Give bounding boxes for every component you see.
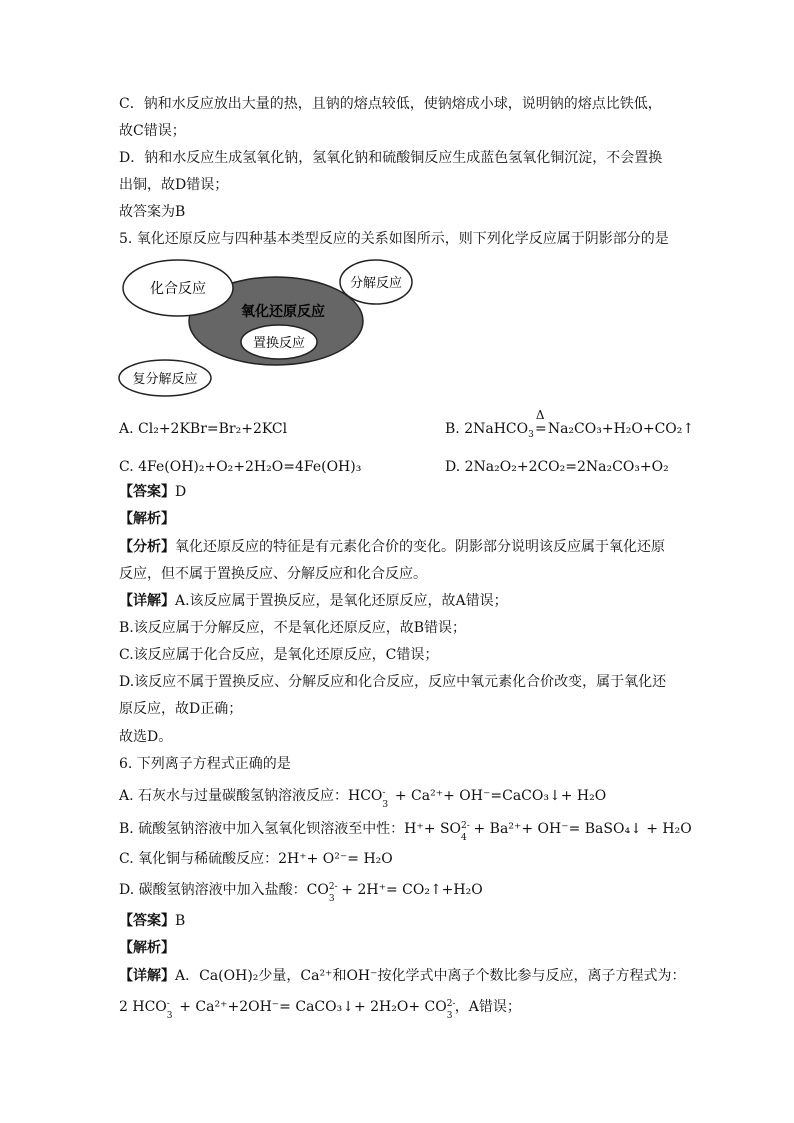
q6-a-rest: + Ca²⁺+ OH⁻=CaCO₃↓+ H₂O (390, 788, 607, 804)
detail-text-a: 2 HCO (119, 999, 167, 1015)
q6-d-text: D. 碳酸氢钠溶液中加入盐酸：CO (119, 882, 329, 898)
q6-option-a (119, 786, 607, 810)
ion-charge-stack: 2- 3 (328, 882, 338, 904)
reaction-relationship-diagram (118, 258, 418, 398)
detail-text-c: ，A错误； (454, 999, 521, 1015)
text-line: D．钠和水反应生成氢氧化钠，氢氧化钠和硫酸铜反应生成蓝色氢氧化铜沉淀，不会置换 (119, 150, 663, 166)
q6-d-rest: + 2H⁺= CO₂↑+H₂O (336, 882, 483, 898)
q6-option-b (119, 819, 692, 843)
question-6-stem: 6. 下列离子方程式正确的是 (119, 756, 291, 772)
q6-a-text: A. 石灰水与过量碳酸氢钠溶液反应：HCO (119, 788, 383, 804)
text-line: 故答案为B (119, 204, 186, 220)
detail-line: D.该反应不属于置换反应、分解反应和化合反应，反应中氧元素化合价改变，属于氧化还 (119, 674, 667, 690)
option-b-prefix: B. 2NaHCO (445, 421, 529, 437)
label-decomposition: 分解反应 (349, 276, 403, 291)
question-5-stem: 5. 氧化还原反应与四种基本类型反应的关系如图所示，则下列化学反应属于阴影部分的是 (119, 231, 669, 247)
detail-line (119, 966, 686, 986)
ion-charge-stack: - 3 (382, 788, 389, 810)
analysis-tag: 【解析】 (119, 940, 175, 956)
analysis-tag: 【解析】 (119, 511, 175, 527)
detail-line (119, 997, 521, 1021)
option-a: A. Cl₂+2KBr=Br₂+2KCl (119, 421, 288, 437)
answer-line (119, 482, 186, 502)
answer-tag: 【答案】 (119, 484, 175, 500)
ion-charge-stack: 2- 3 (446, 999, 456, 1021)
detail-line: 故选D。 (119, 729, 173, 745)
reaction-condition: Δ = (534, 419, 548, 439)
label-double-decomposition: 复分解反应 (132, 372, 198, 387)
analysis-line (119, 537, 665, 557)
text-line: 出铜，故D错误； (119, 177, 229, 193)
q6-option-c: C. 氧化铜与稀硫酸反应：2H⁺+ O²⁻= H₂O (119, 851, 393, 867)
option-d: D. 2Na₂O₂+2CO₂=2Na₂CO₃+O₂ (445, 459, 669, 475)
label-combination: 化合反应 (150, 281, 206, 297)
fenxi-text: 氧化还原反应的特征是有元素化合价的变化。阴影部分说明该反应属于氧化还原 (175, 539, 665, 555)
label-redox: 氧化还原反应 (241, 304, 325, 320)
option-b (445, 408, 695, 440)
q6-option-d (119, 880, 483, 904)
q6-b-rest: + Ba²⁺+ OH⁻= BaSO₄↓ + H₂O (469, 821, 692, 837)
ion-charge-stack: 2- 4 (461, 821, 470, 843)
detail-text: A.该反应属于置换反应，是氧化还原反应，故A错误； (175, 593, 508, 609)
subscript: 3 (528, 429, 534, 440)
answer-tag: 【答案】 (119, 913, 175, 929)
answer-line (119, 911, 185, 931)
fenxi-tag: 【分析】 (119, 539, 175, 555)
xiangjie-tag: 【详解】 (119, 593, 175, 609)
detail-line: C.该反应属于化合反应，是氧化还原反应，C错误； (119, 647, 439, 663)
label-replacement: 置换反应 (252, 336, 306, 351)
q6-b-text: B. 硫酸氢钠溶液中加入氢氧化钡溶液至中性：H⁺+ SO (119, 821, 462, 837)
option-b-rest: Na₂CO₃+H₂O+CO₂↑ (547, 421, 695, 437)
analysis-line: 反应，但不属于置换反应、分解反应和化合反应。 (119, 566, 427, 582)
text-line: 故C错误； (119, 123, 186, 139)
answer-value: B (175, 913, 186, 929)
ion-charge-stack: - 3 (166, 999, 173, 1021)
text-line: C．钠和水反应放出大量的热，且钠的熔点较低，使钠熔成小球，说明钠的熔点比铁低， (119, 96, 662, 112)
detail-line: B.该反应属于分解反应，不是氧化还原反应，故B错误； (119, 620, 467, 636)
answer-value: D (175, 484, 187, 500)
detail-line: 原反应，故D正确； (119, 701, 243, 717)
detail-text-b: + Ca²⁺+2OH⁻= CaCO₃↓+ 2H₂O+ CO (174, 999, 447, 1015)
xiangjie-tag: 【详解】 (119, 968, 175, 984)
heat-symbol: Δ (535, 408, 545, 422)
option-c: C. 4Fe(OH)₂+O₂+2H₂O=4Fe(OH)₃ (119, 459, 362, 475)
detail-text: A．Ca(OH)₂少量，Ca²⁺和OH⁻按化学式中离子个数比参与反应，离子方程式为： (175, 968, 686, 984)
detail-line (119, 591, 508, 611)
